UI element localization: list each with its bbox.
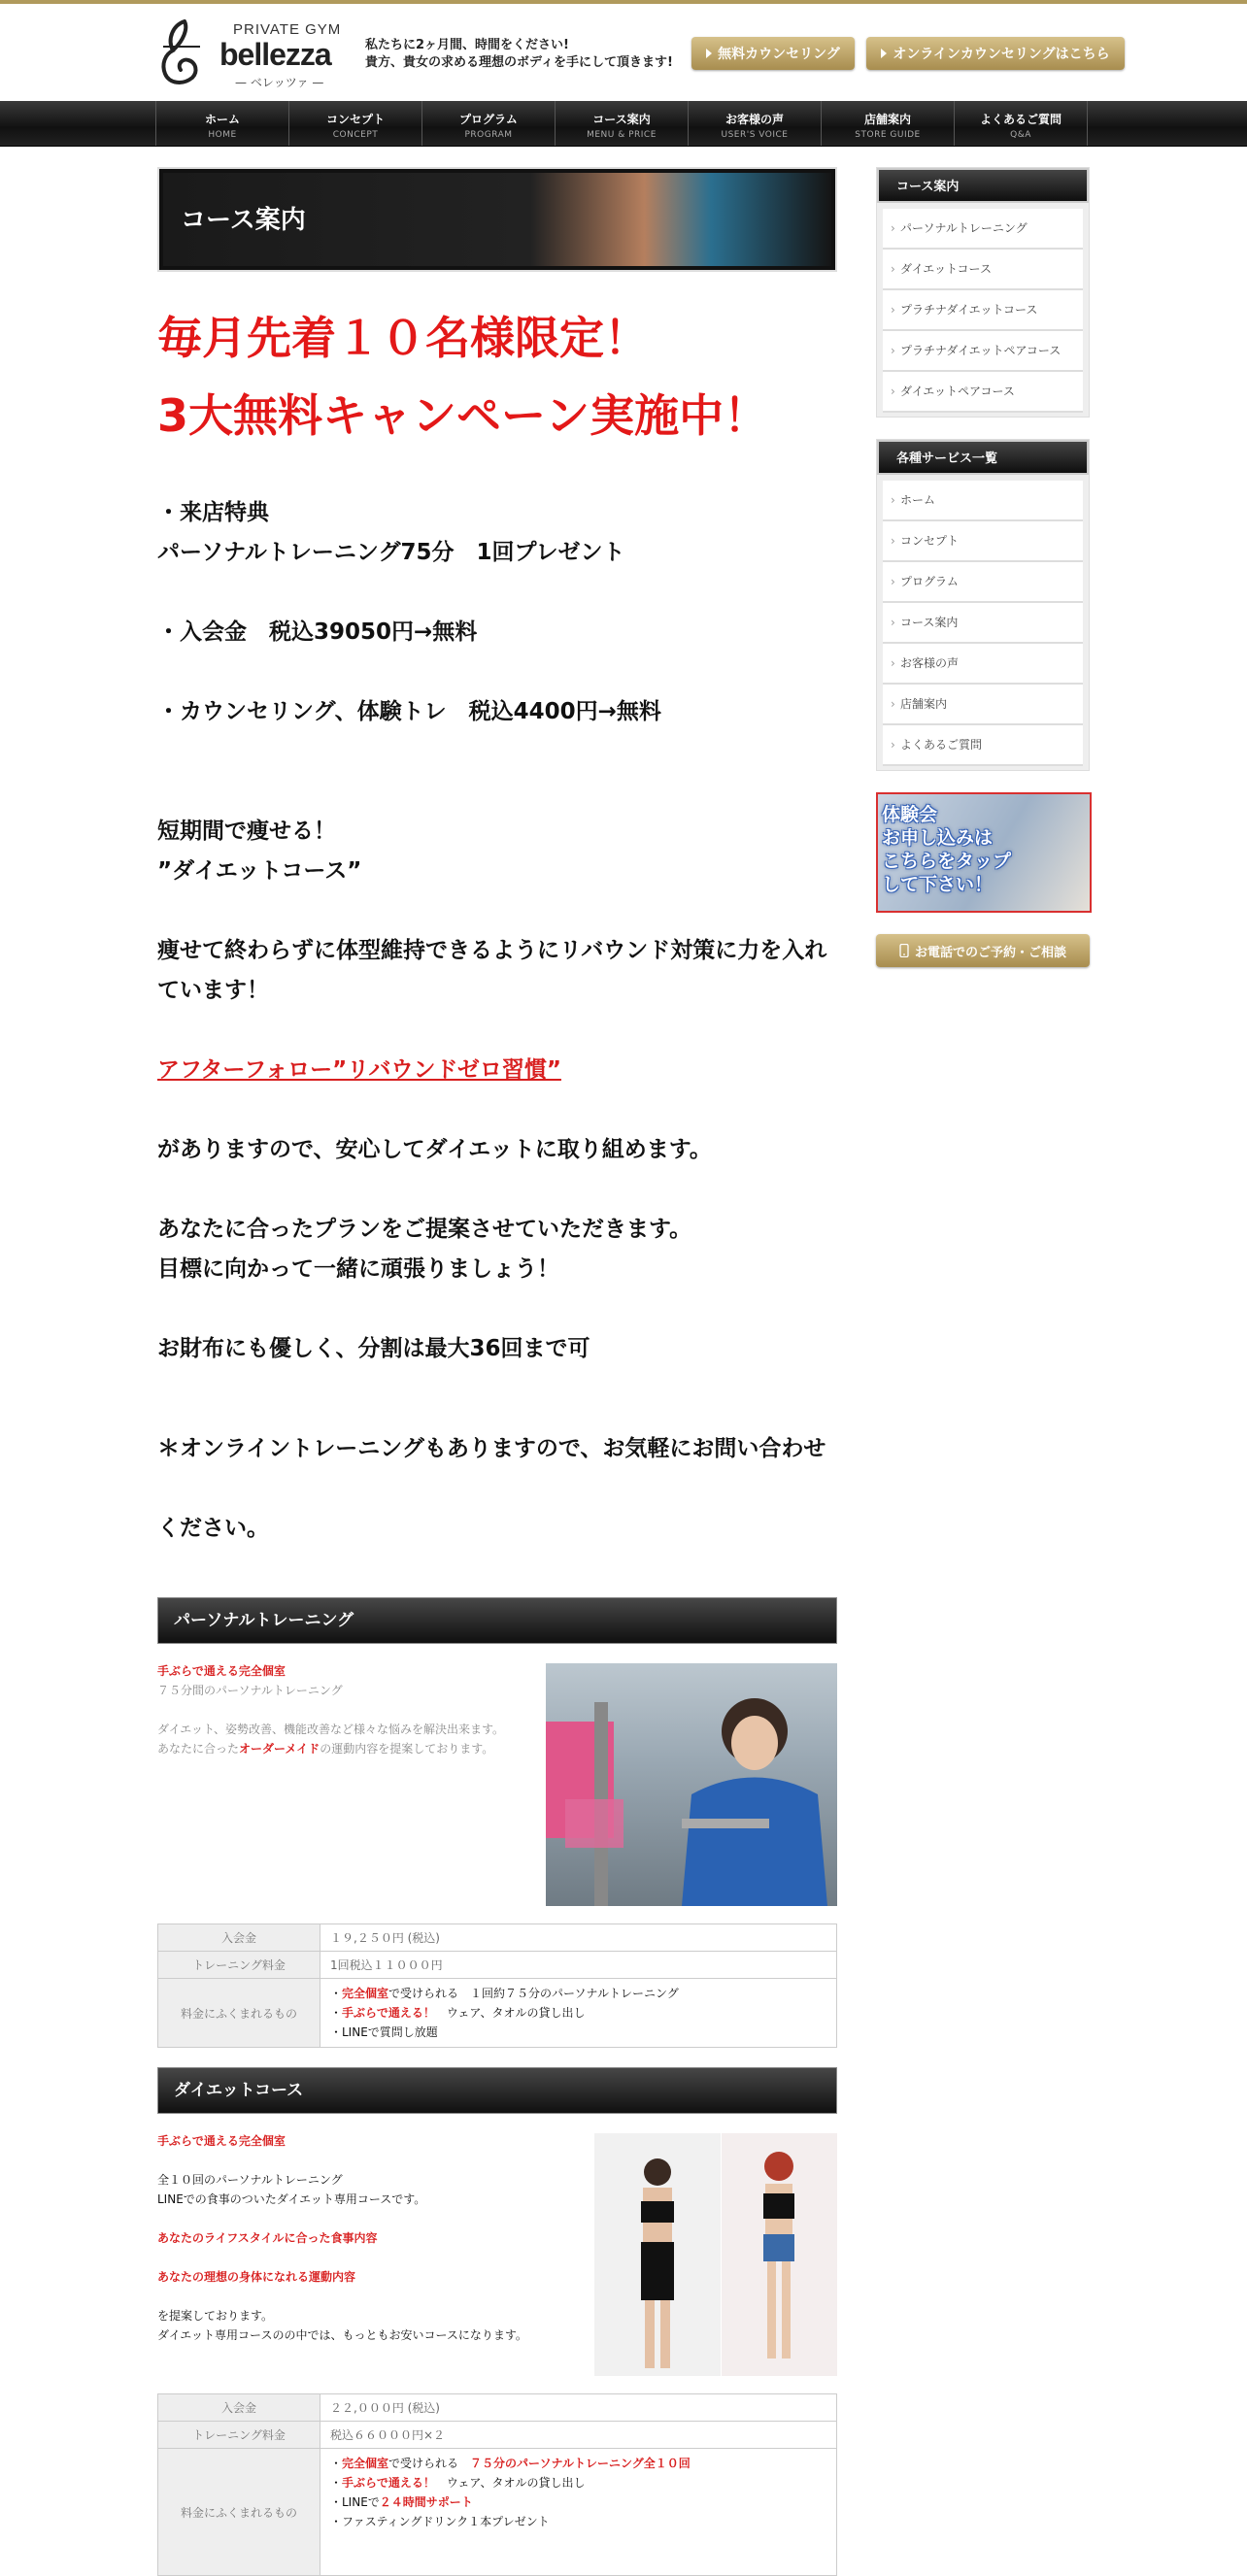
personal-lead: 手ぶらで通える完全個室 bbox=[157, 1664, 286, 1678]
free-counseling-label: 無料カウンセリング bbox=[718, 47, 840, 62]
nav-sublabel: CONCEPT bbox=[332, 130, 379, 140]
intro-text bbox=[157, 812, 837, 1568]
table-value: ２２,０００円 (税込) bbox=[320, 2394, 837, 2422]
nav-sublabel: USER'S VOICE bbox=[721, 130, 789, 140]
benefit-visit-title: ・来店特典 bbox=[157, 500, 269, 525]
intro-goal: 目標に向かって一緒に頑張りましょう！ bbox=[157, 1256, 559, 1282]
main-content bbox=[157, 167, 837, 2576]
benefit-visit-detail: パーソナルトレーニング75分 1回プレゼント bbox=[157, 540, 625, 565]
table-value: 1回税込１１０００円 bbox=[320, 1952, 837, 1979]
table-value: ・完全個室で受けられる １回約７５分のパーソナルトレーニング ・手ぶらで通える！ ウェア、タオルの貸し出し ・LINEで質問し放題 bbox=[320, 1979, 837, 2048]
sidebar-item-diet-course[interactable]: › ダイエットコース bbox=[883, 250, 1083, 290]
diet-desc-2: LINEでの食事のついたダイエット専用コースです。 bbox=[157, 2192, 426, 2206]
table-label: 料金にふくまれるもの bbox=[158, 1979, 320, 2048]
course-menu-heading: コース案内 bbox=[877, 168, 1089, 203]
nav-label: コース案内 bbox=[592, 113, 651, 126]
nav-sublabel: PROGRAM bbox=[464, 130, 513, 140]
logo-wordmark: bellezza bbox=[219, 37, 331, 72]
intro-safe: がありますので、安心してダイエットに取り組めます。 bbox=[157, 1137, 712, 1162]
nav-label: ホーム bbox=[204, 113, 240, 126]
nav-sublabel: HOME bbox=[208, 130, 237, 140]
personal-description bbox=[157, 1661, 526, 1758]
sidebar-item-diet-pair[interactable]: › ダイエットペアコース bbox=[883, 372, 1083, 413]
personal-course bbox=[157, 1597, 837, 2048]
phone-icon bbox=[899, 944, 909, 957]
trial-line-2: お申し込みは bbox=[882, 827, 994, 849]
trial-line-4: して下さい！ bbox=[882, 874, 994, 895]
nav-label: 店舗案内 bbox=[863, 113, 911, 126]
nav-item-concept[interactable] bbox=[289, 101, 422, 146]
sidebar-item-voice[interactable]: › お客様の声 bbox=[883, 644, 1083, 685]
table-value: １９,２５０円 (税込) bbox=[320, 1924, 837, 1952]
intro-rebound: 痩せて終わらずに体型維持できるようにリバウンド対策に力を入れています！ bbox=[157, 938, 827, 1003]
course-menu bbox=[876, 167, 1090, 418]
before-after-photo bbox=[594, 2133, 837, 2376]
nav-label: よくあるご質問 bbox=[979, 113, 1062, 126]
table-label: トレーニング料金 bbox=[158, 2422, 320, 2449]
table-label: 料金にふくまれるもの bbox=[158, 2449, 320, 2576]
before-after-illustration bbox=[594, 2133, 837, 2376]
page-title: コース案内 bbox=[181, 206, 306, 235]
diet-point-2: あなたの理想の身体になれる運動内容 bbox=[157, 2270, 356, 2284]
diet-desc-3: を提案しております。 bbox=[157, 2309, 274, 2323]
table-row bbox=[158, 1979, 837, 2048]
benefit-counseling: ・カウンセリング、体験トレ 税込4400円→無料 bbox=[157, 699, 661, 724]
tagline-line-1: 私たちに2ヶ月間、時間をください! bbox=[365, 38, 569, 52]
arrow-right-icon bbox=[881, 49, 887, 58]
intro-line-1: 短期間で痩せる！ bbox=[157, 819, 336, 844]
table-row bbox=[158, 1952, 837, 1979]
sidebar-item-faq[interactable]: › よくあるご質問 bbox=[883, 725, 1083, 766]
section-heading: パーソナルトレーニング bbox=[157, 1597, 837, 1644]
personal-price-table bbox=[157, 1924, 837, 2048]
nav-item-qa[interactable] bbox=[955, 101, 1088, 146]
table-label: トレーニング料金 bbox=[158, 1952, 320, 1979]
campaign-headline-2: 3大無料キャンペーン実施中！ bbox=[157, 389, 769, 442]
site-logo[interactable] bbox=[155, 17, 350, 89]
diet-point-1: あなたのライフスタイルに合った食事内容 bbox=[157, 2231, 378, 2245]
table-row bbox=[158, 2449, 837, 2576]
sidebar-item-personal-training[interactable]: › パーソナルトレーニング bbox=[883, 209, 1083, 250]
table-label: 入会金 bbox=[158, 2394, 320, 2422]
campaign-benefits bbox=[157, 493, 837, 732]
trial-signup-banner[interactable] bbox=[876, 792, 1092, 913]
sidebar-item-program[interactable]: › プログラム bbox=[883, 562, 1083, 603]
sidebar-item-store[interactable]: › 店舗案内 bbox=[883, 685, 1083, 725]
nav-sublabel: STORE GUIDE bbox=[855, 130, 921, 140]
intro-online: ＊オンライントレーニングもありますので、お気軽にお問い合わせください。 bbox=[157, 1436, 826, 1541]
online-counseling-button[interactable] bbox=[866, 37, 1125, 70]
nav-item-store-guide[interactable] bbox=[822, 101, 955, 146]
intro-line-2: ”ダイエットコース” bbox=[157, 858, 362, 884]
nav-item-users-voice[interactable] bbox=[689, 101, 822, 146]
nav-label: コンセプト bbox=[325, 113, 385, 126]
trainer-photo-illustration bbox=[546, 1663, 837, 1906]
page-title-banner bbox=[157, 167, 837, 272]
diet-price-table bbox=[157, 2393, 837, 2576]
sidebar-item-course[interactable]: › コース案内 bbox=[883, 603, 1083, 644]
diet-course bbox=[157, 2067, 837, 2576]
tagline-line-2: 貴方、貴女の求める理想のボディを手にして頂きます! bbox=[365, 55, 673, 70]
trial-line-3: こちらをタップ bbox=[882, 851, 1012, 872]
intro-installment: お財布にも優しく、分割は最大36回まで可 bbox=[157, 1336, 590, 1361]
table-value: 税込６６０００円×２ bbox=[320, 2422, 837, 2449]
table-row bbox=[158, 2422, 837, 2449]
campaign-headline-1: 毎月先着１０名様限定！ bbox=[157, 312, 649, 364]
personal-sub: ７５分間のパーソナルトレーニング bbox=[157, 1684, 343, 1697]
logo-kana: — ベレッツァ — bbox=[235, 76, 324, 89]
table-row bbox=[158, 1924, 837, 1952]
header-tagline bbox=[365, 37, 673, 72]
table-row bbox=[158, 2394, 837, 2422]
logo-mark-icon bbox=[155, 17, 210, 89]
table-label: 入会金 bbox=[158, 1924, 320, 1952]
service-menu-heading: 各種サービス一覧 bbox=[877, 440, 1089, 475]
sidebar-item-platinum-pair[interactable]: › プラチナダイエットペアコース bbox=[883, 331, 1083, 372]
benefit-admission: ・入会金 税込39050円→無料 bbox=[157, 619, 478, 645]
nav-label: プログラム bbox=[459, 113, 518, 126]
diet-lead: 手ぶらで通える完全個室 bbox=[157, 2134, 286, 2148]
diet-desc-4: ダイエット専用コースのの中では、もっともお安いコースになります。 bbox=[157, 2328, 527, 2342]
sidebar-item-home[interactable]: › ホーム bbox=[883, 481, 1083, 521]
personal-training-photo bbox=[546, 1663, 837, 1906]
nav-item-home[interactable] bbox=[156, 101, 289, 146]
online-counseling-label: オンラインカウンセリングはこちら bbox=[893, 47, 1110, 62]
sidebar-item-concept[interactable]: › コンセプト bbox=[883, 521, 1083, 562]
sidebar-item-platinum-diet[interactable]: › プラチナダイエットコース bbox=[883, 290, 1083, 331]
intro-plan: あなたに合ったプランをご提案させていただきます。 bbox=[157, 1217, 692, 1242]
nav-sublabel: MENU & PRICE bbox=[587, 130, 657, 140]
global-nav bbox=[0, 101, 1247, 147]
personal-desc-1: ダイエット、姿勢改善、機能改善など様々な悩みを解決出来ます。 bbox=[157, 1723, 505, 1736]
nav-item-menu-price[interactable] bbox=[556, 101, 689, 146]
trial-line-1: 体験会 bbox=[882, 804, 938, 825]
free-counseling-button[interactable] bbox=[691, 37, 855, 70]
service-menu bbox=[876, 439, 1090, 771]
nav-sublabel: Q&A bbox=[1010, 130, 1031, 140]
after-follow-link[interactable]: アフターフォロー”リバウンドゼロ習慣” bbox=[157, 1057, 561, 1083]
nav-label: お客様の声 bbox=[725, 113, 784, 126]
site-header bbox=[0, 4, 1247, 101]
phone-button-label: お電話でのご予約・ご相談 bbox=[914, 945, 1066, 960]
diet-desc-1: 全１０回のパーソナルトレーニング bbox=[157, 2173, 343, 2187]
personal-desc-2: あなたに合ったオーダーメイドの運動内容を提案しております。 bbox=[157, 1742, 494, 1756]
section-heading: ダイエットコース bbox=[157, 2067, 837, 2114]
arrow-right-icon bbox=[706, 49, 712, 58]
sidebar bbox=[876, 167, 1090, 967]
logo-subtitle: PRIVATE GYM bbox=[233, 21, 342, 38]
campaign-block bbox=[157, 299, 837, 454]
table-value: ・完全個室で受けられる ７５分のパーソナルトレーニング全１０回 ・手ぶらで通える！ ウェア、タオルの貸し出し ・LINEで２４時間サポート ・ファスティングドリンク１本プレゼント bbox=[320, 2449, 837, 2576]
diet-description bbox=[157, 2131, 565, 2345]
nav-item-program[interactable] bbox=[422, 101, 556, 146]
phone-reservation-button[interactable] bbox=[876, 934, 1090, 967]
